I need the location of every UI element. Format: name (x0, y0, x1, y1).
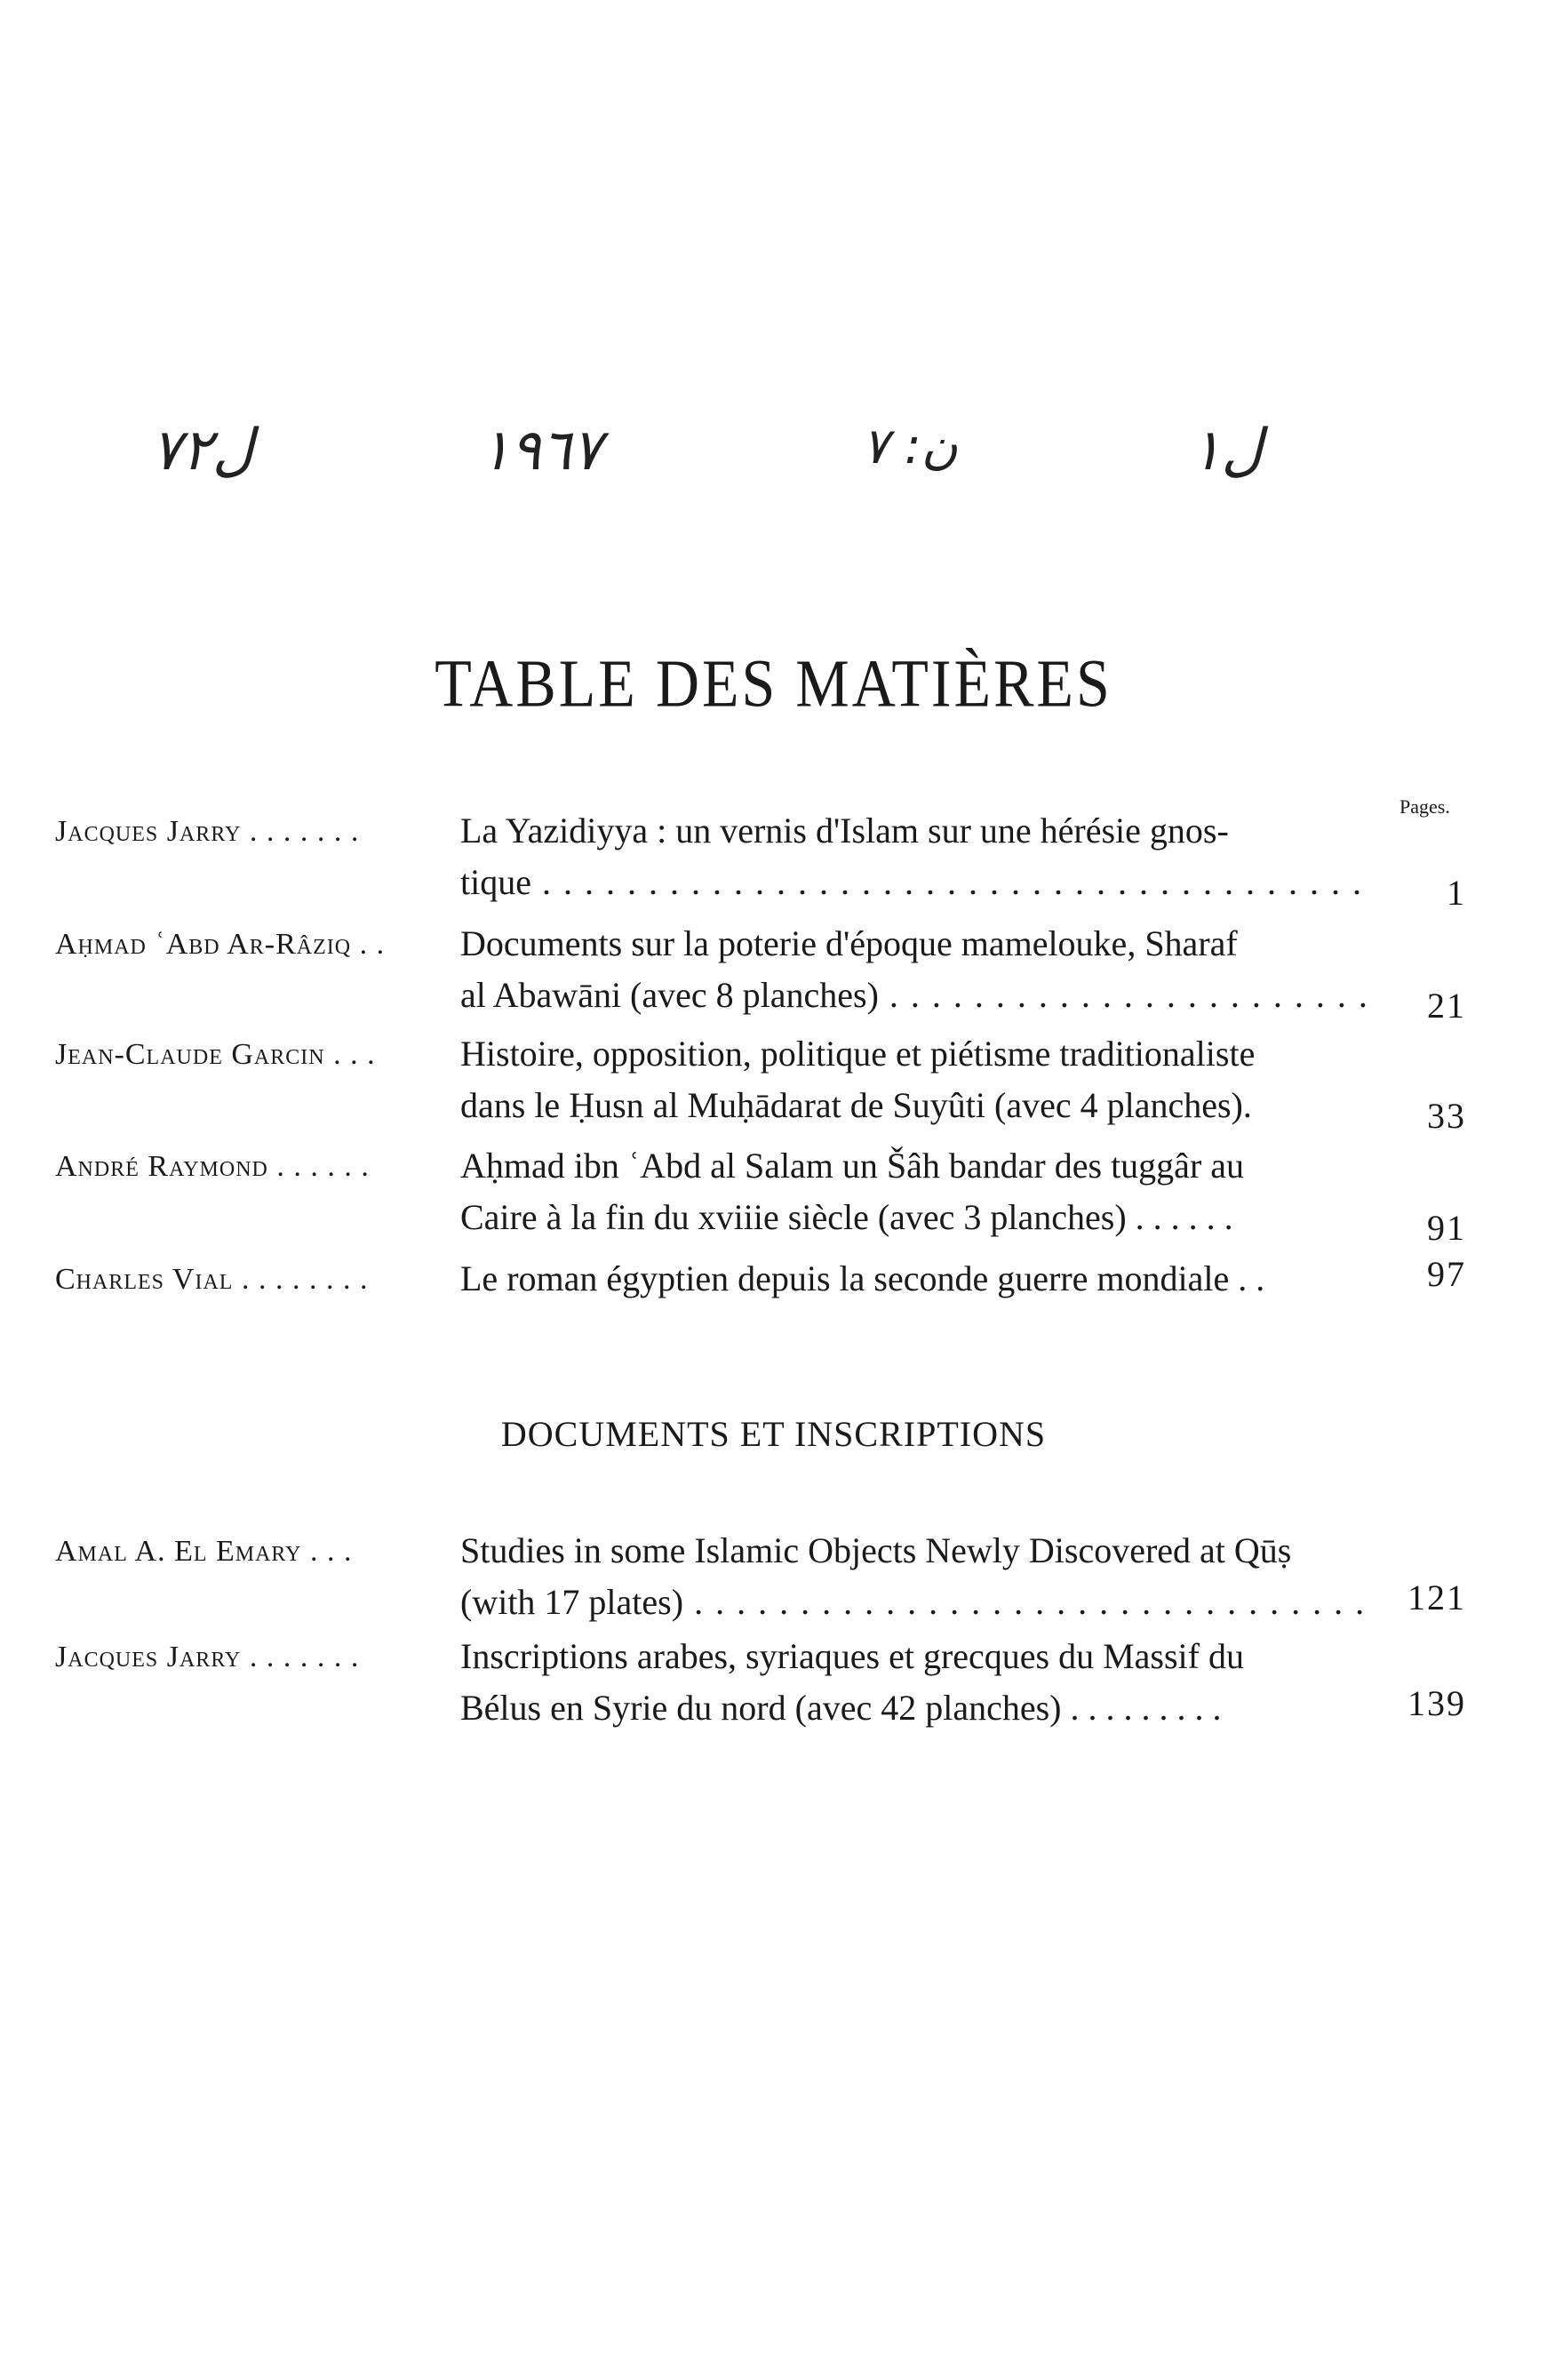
toc-title[interactable]: Histoire, opposition, politique et piétisme traditionaliste dans le Ḥusn al Muḥādarat de Suyûti (avec 4 planches). (460, 1034, 1256, 1125)
handwritten-mark: ن: ٧ (862, 418, 958, 475)
toc-page-number: 33 (1427, 1096, 1466, 1136)
handwritten-mark: ل٧٢ (151, 418, 254, 483)
toc-author: Amal A. El Emary . . . (55, 1535, 353, 1568)
handwritten-mark: ١٩٦٧ (480, 418, 602, 483)
toc-title[interactable]: La Yazidiyya : un vernis d'Islam sur une hérésie gnos- tique . . . (460, 805, 1376, 908)
toc-page-number: 1 (1447, 873, 1466, 913)
pages-column-label: Pages. (1399, 795, 1450, 818)
toc-page-number: 21 (1427, 986, 1466, 1026)
handwritten-mark: ل١ (1191, 418, 1263, 483)
toc-title[interactable]: Studies in some Islamic Objects Newly Discovered at Qūṣ (with 17 plates) . . . (460, 1525, 1376, 1628)
toc-page-number: 121 (1407, 1577, 1466, 1617)
toc-page-number: 97 (1427, 1254, 1466, 1294)
toc-title[interactable]: Documents sur la poterie d'époque mamelouke, Sharaf al Abawāni (avec 8 planches) . . . (460, 918, 1376, 1021)
toc-author: Aḥmad ʿAbd Ar-Râziq . . (55, 928, 386, 961)
page-title: TABLE DES MATIÈRES (435, 645, 1112, 722)
toc-title[interactable]: Aḥmad ibn ʿAbd al Salam un Šâh bandar des tuggâr au Caire à la fin du xviiie siècle (avec 3 planches) . . . . . . (460, 1146, 1245, 1237)
toc-author: André Raymond . . . . . . (55, 1150, 370, 1183)
toc-title[interactable]: Le roman égyptien depuis la seconde guerre mondiale . . (460, 1258, 1265, 1298)
toc-title[interactable]: Inscriptions arabes, syriaques et grecques du Massif du Bélus en Syrie du nord (avec 42 planches) . . . . . . . . . (460, 1636, 1244, 1728)
toc-author: Jacques Jarry . . . . . . . (55, 1641, 360, 1673)
toc-page-number: 139 (1407, 1683, 1466, 1723)
toc-author: Jacques Jarry . . . . . . . (55, 815, 360, 848)
toc-author: Jean-Claude Garcin . . . (55, 1038, 376, 1071)
section-heading: DOCUMENTS ET INSCRIPTIONS (500, 1414, 1047, 1454)
toc-page-number: 91 (1427, 1208, 1466, 1248)
toc-author: Charles Vial . . . . . . . . (55, 1263, 369, 1296)
